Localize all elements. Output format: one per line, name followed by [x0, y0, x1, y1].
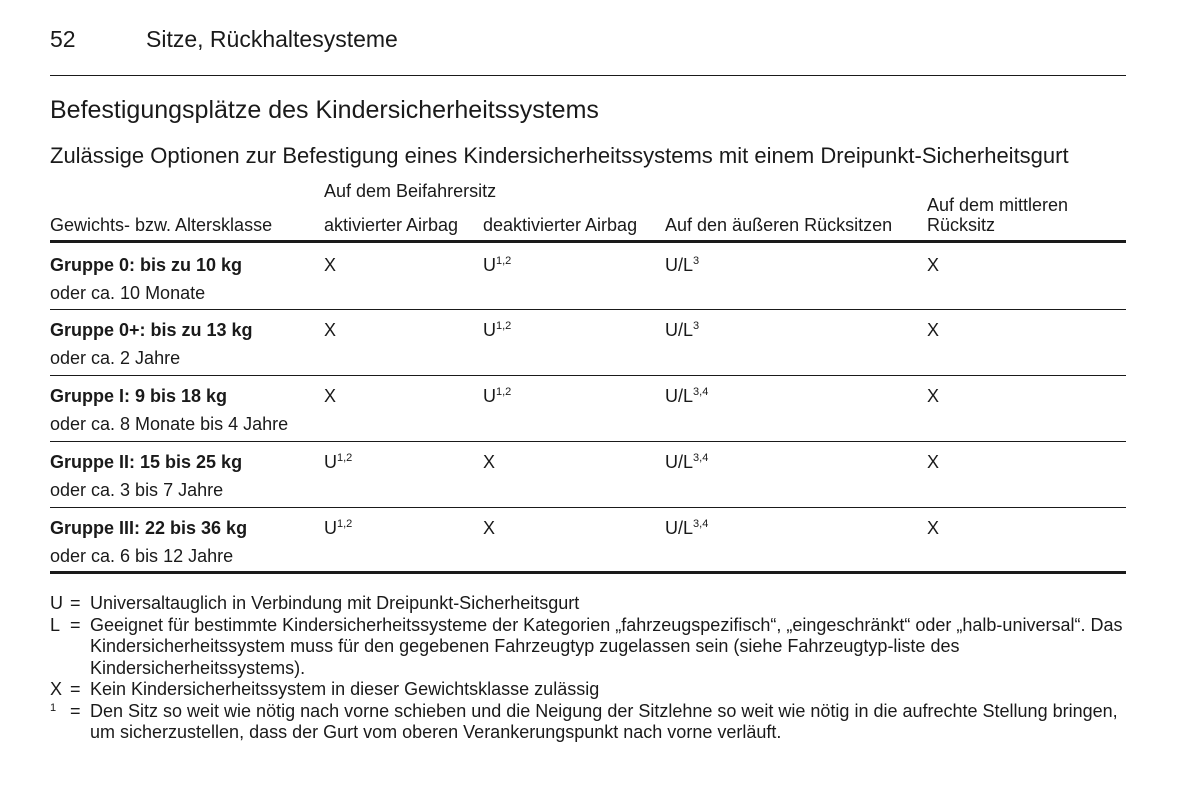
cell-outer-rear: $U/L^{3,4}$	[665, 386, 709, 406]
table-row	[50, 374, 1126, 440]
group-label: Gruppe III: 22 bis 36 kg	[50, 518, 248, 538]
cell-airbag-off: X	[483, 518, 496, 538]
legend-symbol: L	[50, 614, 61, 635]
chapter-title: Sitze, Rückhaltesysteme	[146, 26, 398, 52]
legend-item-u	[50, 593, 1126, 615]
header-rule	[50, 75, 1126, 76]
cell-middle-rear: X	[927, 320, 940, 340]
cell-airbag-on: X	[324, 320, 337, 340]
cell-outer-rear: $U/L^{3,4}$	[665, 518, 709, 538]
legend	[50, 593, 1126, 744]
col-header-middle-rear-line1: Auf dem mittleren	[927, 195, 1069, 215]
cell-airbag-on: U$^{1,2}$	[324, 518, 353, 538]
col-header-middle-rear-line2: Rücksitz	[927, 215, 996, 235]
section-title: Befestigungsplätze des Kindersicherheitssystems	[50, 96, 599, 124]
table-bottom-rule	[50, 571, 1126, 574]
cell-middle-rear: X	[927, 518, 940, 538]
table-row	[50, 440, 1126, 506]
cell-airbag-off: X	[483, 452, 496, 472]
legend-equals: =	[70, 614, 81, 635]
col-header-weight-class: Gewichts- bzw. Altersklasse	[50, 215, 273, 235]
age-label: oder ca. 6 bis 12 Jahre	[50, 546, 234, 566]
legend-text: Universaltauglich in Verbindung mit Dreipunkt-Sicherheitsgurt	[90, 593, 580, 613]
cell-middle-rear: X	[927, 386, 940, 406]
age-label: oder ca. 8 Monate bis 4 Jahre	[50, 414, 289, 434]
group-label: Gruppe 0+: bis zu 13 kg	[50, 320, 253, 340]
cell-outer-rear: $U/L^3$	[665, 255, 700, 275]
legend-equals: =	[70, 679, 81, 699]
legend-text: Geeignet für bestimmte Kindersicherheitssysteme der Kategorien „fahrzeugspezifisch“, „eingeschränkt“ oder „halb-universal“. Das Kindersicherheitssystem muss für den gegebenen Fahrzeugtyp zugelassen sein (siehe Fahrzeugtyp-liste des Kindersicherheitssystems).	[90, 614, 1123, 678]
table-row	[50, 243, 1126, 309]
cell-outer-rear: $U/L^3$	[665, 320, 700, 340]
table-row	[50, 308, 1126, 374]
legend-symbol: X	[50, 679, 63, 699]
cell-airbag-off: U$^{1,2}$	[483, 386, 512, 406]
legend-item-footnote-1	[50, 701, 1126, 744]
group-label: Gruppe II: 15 bis 25 kg	[50, 452, 243, 472]
legend-equals: =	[70, 700, 81, 721]
age-label: oder ca. 10 Monate	[50, 283, 206, 303]
col-header-outer-rear: Auf den äußeren Rücksitzen	[665, 215, 893, 235]
cell-airbag-off: U$^{1,2}$	[483, 255, 512, 275]
legend-item-x	[50, 679, 1126, 701]
table-row	[50, 506, 1126, 572]
age-label: oder ca. 2 Jahre	[50, 348, 181, 368]
cell-airbag-on: X	[324, 386, 337, 406]
legend-text: Den Sitz so weit wie nötig nach vorne schieben und die Neigung der Sitzlehne so weit wie nötig in die aufrechte Stellung bringen, um sicherzustellen, dass der Gurt vom oberen Verankerungspunkt nach vorne verläuft.	[90, 700, 1118, 742]
legend-text: Kein Kindersicherheitssystem in dieser Gewichtsklasse zulässig	[90, 679, 600, 699]
running-header	[50, 26, 398, 53]
cell-middle-rear: X	[927, 255, 940, 275]
cell-airbag-on: U$^{1,2}$	[324, 452, 353, 472]
cell-airbag-off: U$^{1,2}$	[483, 320, 512, 340]
col-header-airbag-off: deaktivierter Airbag	[483, 215, 638, 235]
legend-item-l	[50, 615, 1126, 680]
legend-symbol: U	[50, 593, 63, 613]
group-label: Gruppe I: 9 bis 18 kg	[50, 386, 228, 406]
age-label: oder ca. 3 bis 7 Jahre	[50, 480, 224, 500]
legend-equals: =	[70, 593, 81, 613]
cell-middle-rear: X	[927, 452, 940, 472]
cell-airbag-on: X	[324, 255, 337, 275]
footnote-marker: 1	[50, 701, 57, 714]
table-title: Zulässige Optionen zur Befestigung eines Kindersicherheitssystems mit einem Dreipunkt-Sicherheitsgurt	[50, 143, 1069, 168]
page-number: 52	[50, 26, 76, 52]
cell-outer-rear: $U/L^{3,4}$	[665, 452, 709, 472]
group-label: Gruppe 0: bis zu 10 kg	[50, 255, 243, 275]
col-group-front-seat: Auf dem Beifahrersitz	[324, 181, 497, 201]
col-header-airbag-on: aktivierter Airbag	[324, 215, 459, 235]
